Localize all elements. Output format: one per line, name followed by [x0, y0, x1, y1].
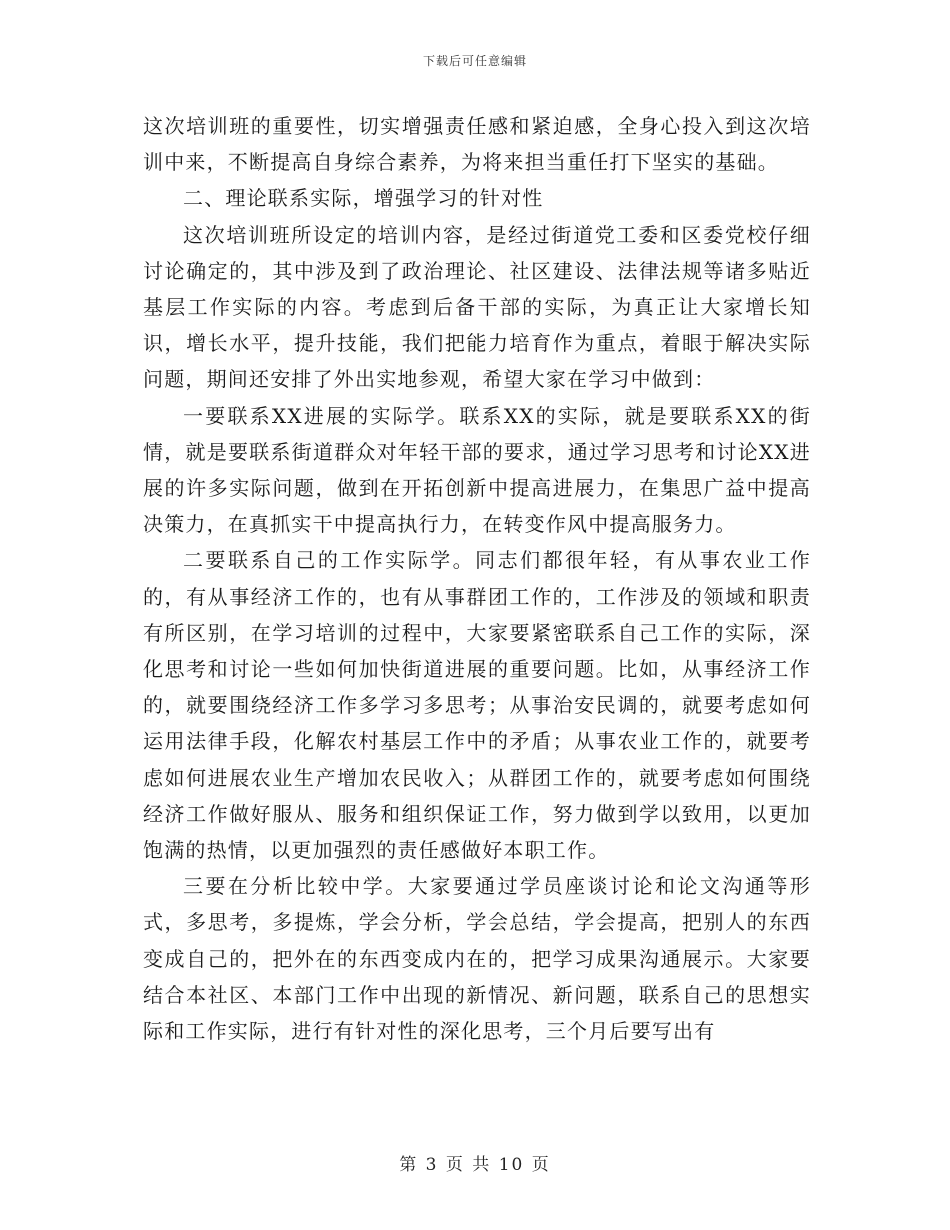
section-heading: 二、理论联系实际，增强学习的针对性 [183, 186, 544, 211]
page-header: 下载后可任意编辑 [422, 54, 527, 68]
paragraph-continuation: 这次培训班的重要性，切实增强责任感和紧迫感，全身心投入到这次培训中来，不断提高自身综合素养，为将来担当重任打下坚实的基础。 [143, 114, 811, 175]
document-body [143, 108, 811, 1049]
paragraph: 三要在分析比较中学。大家要通过学员座谈讨论和论文沟通等形式，多思考，多提炼，学会分析，学会总结，学会提高，把别人的东西变成自己的，把外在的东西变成内在的，把学习成果沟通展示。大家要结合本社区、本部门工作中出现的新情况、新问题，联系自己的思想实际和工作实际，进行有针对性的深化思考，三个月后要写出有 [143, 874, 811, 1044]
page-number-footer: 第 3 页 共 10 页 [399, 1155, 551, 1175]
paragraph: 这次培训班所设定的培训内容，是经过街道党工委和区委党校仔细讨论确定的，其中涉及到了政治理论、社区建设、法律法规等诸多贴近基层工作实际的内容。考虑到后备干部的实际，为真正让大家增长知识，增长水平，提升技能，我们把能力培育作为重点，着眼于解决实际问题，期间还安排了外出实地参观，希望大家在学习中做到： [143, 222, 811, 392]
paragraph: 二要联系自己的工作实际学。同志们都很年轻，有从事农业工作的，有从事经济工作的，也有从事群团工作的，工作涉及的领域和职责有所区别，在学习培训的过程中，大家要紧密联系自己工作的实际，深化思考和讨论一些如何加快街道进展的重要问题。比如，从事经济工作的，就要围绕经济工作多学习多思考；从事治安民调的，就要考虑如何运用法律手段，化解农村基层工作中的矛盾；从事农业工作的，就要考虑如何进展农业生产增加农民收入；从群团工作的，就要考虑如何围绕经济工作做好服从、服务和组织保证工作，努力做到学以致用，以更加饱满的热情，以更加强烈的责任感做好本职工作。 [143, 548, 811, 863]
paragraph: 一要联系XX进展的实际学。联系XX的实际，就是要联系XX的街情，就是要联系街道群众对年轻干部的要求，通过学习思考和讨论XX进展的许多实际问题，做到在开拓创新中提高进展力，在集思广益中提高决策力，在真抓实干中提高执行力，在转变作风中提高服务力。 [143, 403, 811, 537]
